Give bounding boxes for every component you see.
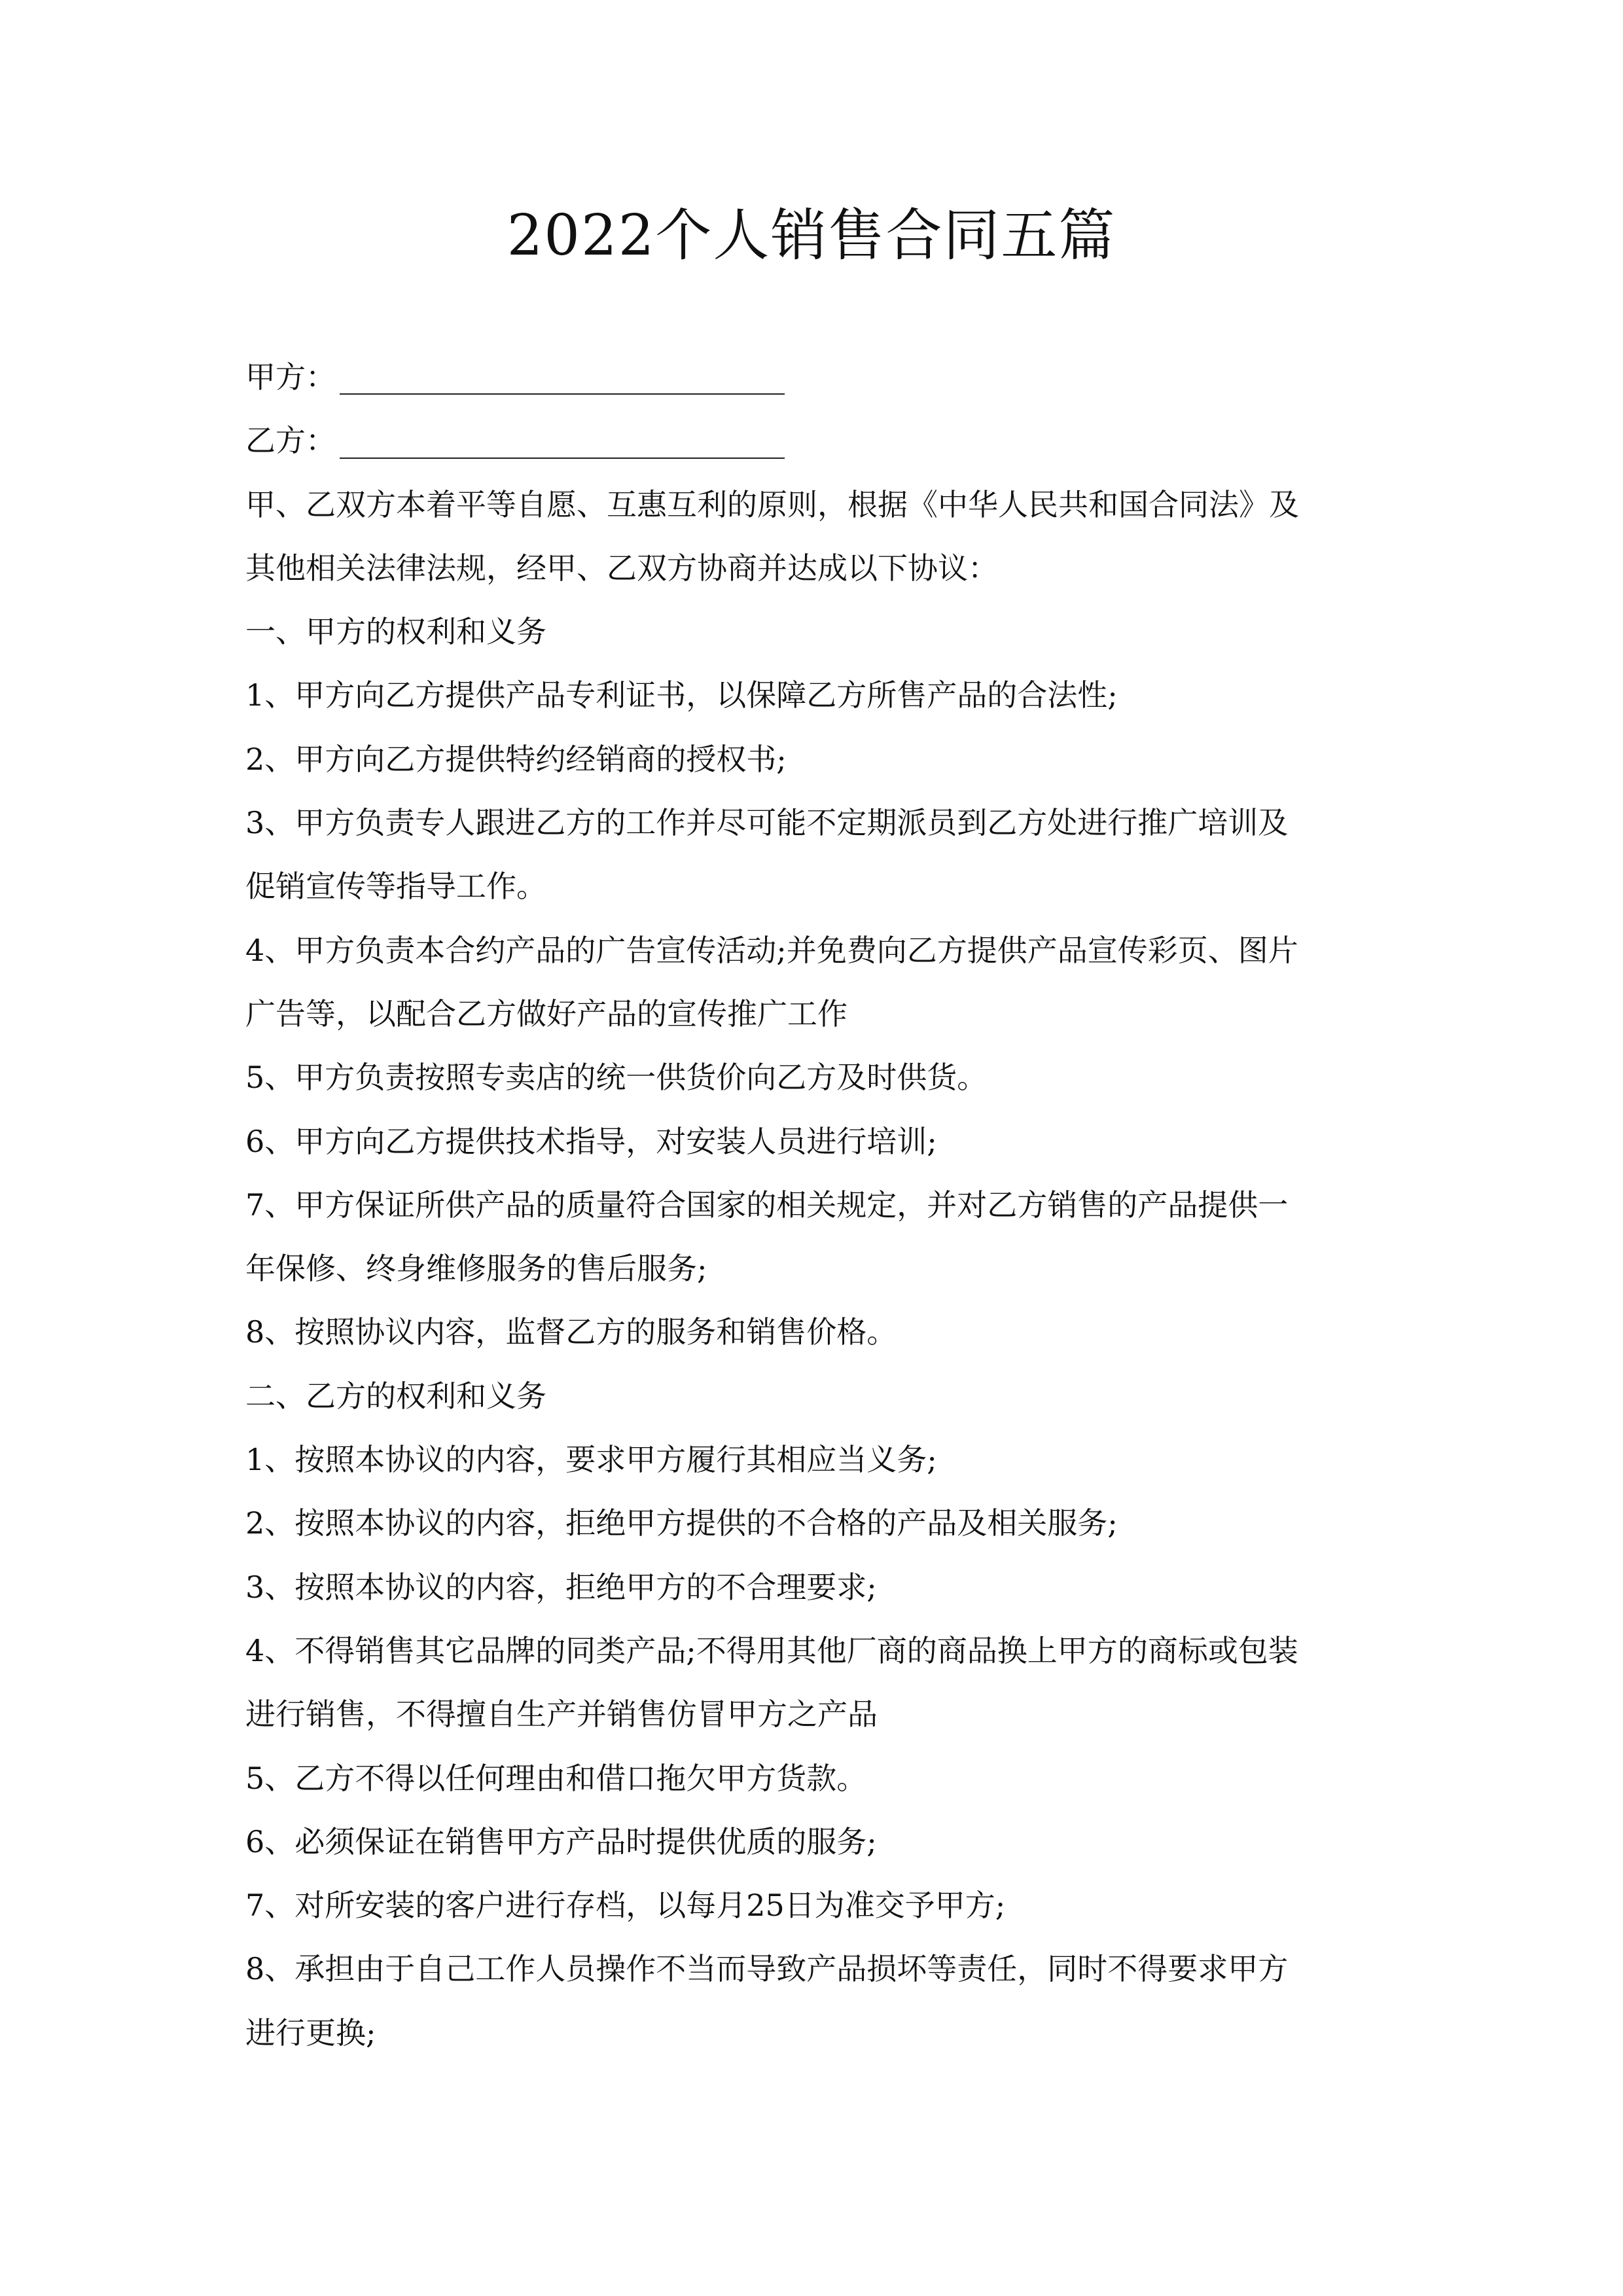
section-heading: 一、甲方的权利和义务 (245, 614, 546, 650)
text-line: 1、按照本协议的内容，要求甲方履行其相应当义务; (245, 1442, 937, 1478)
document-title: 2022个人销售合同五篇 (507, 203, 1116, 268)
party-a-label: 甲方： (245, 359, 336, 395)
text-line: 1、甲方向乙方提供产品专利证书，以保障乙方所售产品的合法性; (245, 677, 1118, 713)
text-line: 3、甲方负责专人跟进乙方的工作并尽可能不定期派员到乙方处进行推广培训及 (245, 805, 1289, 841)
text-line: 进行销售，不得擅自生产并销售仿冒甲方之产品 (245, 1696, 878, 1732)
text-line: 年保修、终身维修服务的售后服务; (245, 1251, 707, 1287)
text-line: 5、甲方负责按照专卖店的统一供货价向乙方及时供货。 (245, 1060, 988, 1096)
text-line: 7、对所安装的客户进行存档，以每月25日为准交予甲方; (245, 1888, 1006, 1924)
text-line: 7、甲方保证所供产品的质量符合国家的相关规定，并对乙方销售的产品提供一 (245, 1187, 1289, 1223)
party-a-blank (340, 393, 785, 395)
text-line: 3、按照本协议的内容，拒绝甲方的不合理要求; (245, 1569, 877, 1605)
text-line: 4、不得销售其它品牌的同类产品;不得用其他厂商的商品换上甲方的商标或包装 (245, 1632, 1298, 1668)
party-b-label: 乙方： (245, 423, 336, 459)
text-line: 8、按照协议内容，监督乙方的服务和销售价格。 (245, 1314, 897, 1350)
party-b-blank (340, 457, 785, 459)
section-heading: 二、乙方的权利和义务 (245, 1378, 546, 1414)
text-line: 2、甲方向乙方提供特约经销商的授权书; (245, 741, 787, 777)
text-line: 其他相关法律法规，经甲、乙双方协商并达成以下协议： (245, 550, 998, 586)
text-line: 8、承担由于自己工作人员操作不当而导致产品损坏等责任，同时不得要求甲方 (245, 1951, 1289, 1987)
party-b-line (245, 409, 1381, 473)
party-a-line (245, 346, 1381, 409)
text-line: 甲、乙双方本着平等自愿、互惠互利的原则，根据《中华人民共和国合同法》及 (245, 486, 1299, 522)
text-line: 广告等，以配合乙方做好产品的宣传推广工作 (245, 996, 847, 1031)
text-line: 6、必须保证在销售甲方产品时提供优质的服务; (245, 1823, 877, 1859)
text-line: 4、甲方负责本合约产品的广告宣传活动;并免费向乙方提供产品宣传彩页、图片 (245, 932, 1298, 968)
text-line: 促销宣传等指导工作。 (245, 869, 546, 905)
text-line: 5、乙方不得以任何理由和借口拖欠甲方货款。 (245, 1760, 867, 1796)
text-line: 6、甲方向乙方提供技术指导，对安装人员进行培训; (245, 1123, 937, 1159)
text-line: 进行更换; (245, 2015, 376, 2051)
text-line: 2、按照本协议的内容，拒绝甲方提供的不合格的产品及相关服务; (245, 1505, 1118, 1541)
document-body (245, 346, 1381, 2065)
